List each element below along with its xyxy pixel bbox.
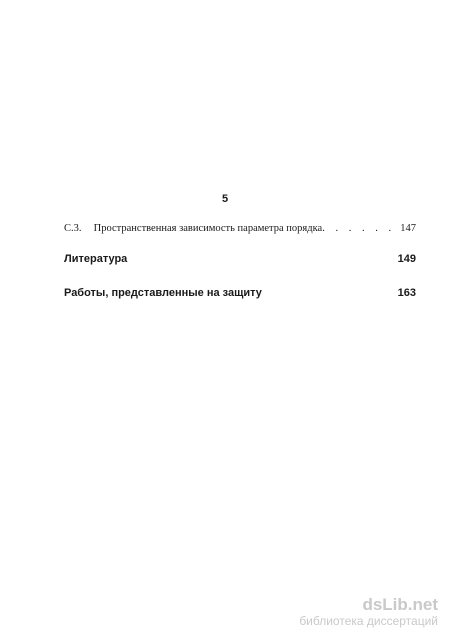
toc-entry-title: Работы, представленные на защиту <box>64 287 262 299</box>
toc-entry-title: Пространственная зависимость параметра порядка <box>93 223 323 234</box>
watermark-subtitle: библиотека диссертаций <box>299 614 438 628</box>
toc-entry-page: 147 <box>400 223 416 234</box>
page-number: 5 <box>221 193 229 205</box>
toc-entry-subsection <box>64 223 416 234</box>
watermark-logo: dsLib.net <box>362 595 438 614</box>
watermark <box>299 595 438 628</box>
toc-entry-title: Литература <box>64 253 128 265</box>
toc-dot-leader: . . . . . . <box>322 223 396 234</box>
toc-entry-literature <box>64 253 416 265</box>
toc-entry-number: С.3. <box>64 223 82 234</box>
toc-entry-page: 163 <box>397 287 416 299</box>
toc-entry-defended-works <box>64 287 416 299</box>
toc-entry-page: 149 <box>397 253 416 265</box>
